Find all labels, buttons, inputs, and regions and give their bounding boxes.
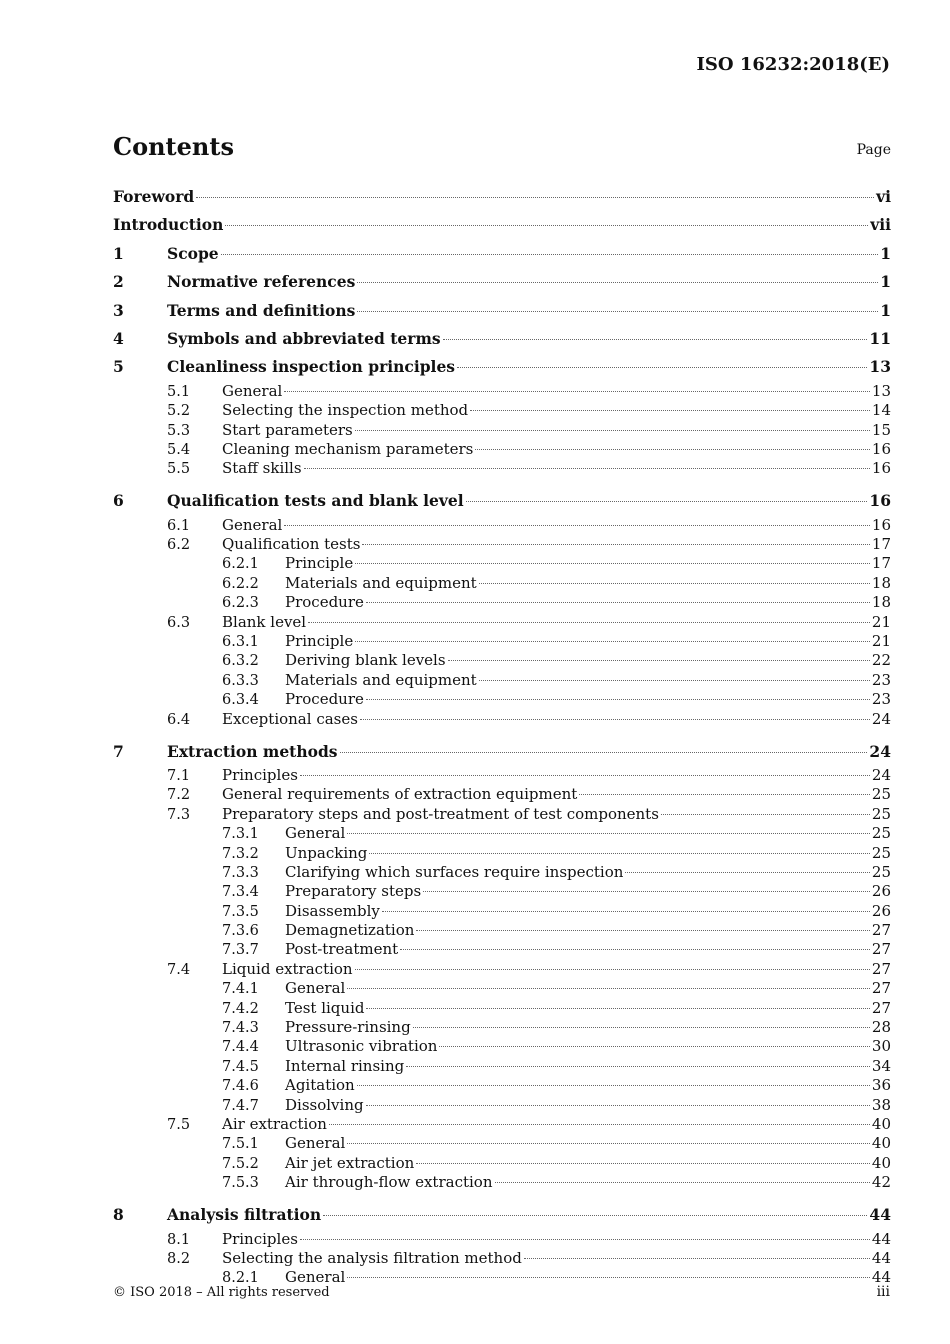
toc-entry[interactable] (113, 766, 891, 785)
toc-entry-page: 22 (871, 651, 891, 670)
toc-entry[interactable] (113, 632, 891, 651)
toc-entry-title: Disassembly (285, 901, 380, 920)
toc-entry-title: Principles (222, 1229, 298, 1248)
toc-entry-number: 7.2 (167, 787, 191, 804)
toc-entry-title: Blank level (222, 612, 307, 631)
toc-entry[interactable] (113, 268, 891, 296)
dot-leader (355, 563, 870, 564)
toc-entry-number: 6.3.1 (222, 634, 259, 651)
dot-leader (355, 641, 870, 642)
toc-entry-page: 17 (871, 535, 891, 554)
toc-entry[interactable] (113, 1154, 891, 1173)
toc-entry[interactable] (113, 1230, 891, 1249)
toc-entry-title: Exceptional cases (222, 709, 358, 728)
page-title: Contents (113, 132, 234, 161)
toc-entry-page: 27 (871, 959, 891, 978)
toc-entry[interactable] (113, 940, 891, 959)
toc-entry-number: 1 (113, 243, 124, 263)
dot-leader (300, 1239, 870, 1240)
toc-entry[interactable] (113, 1115, 891, 1134)
toc-entry-title: Qualification tests (222, 535, 361, 554)
toc-entry-number: 4 (113, 328, 124, 348)
toc-entry-number: 3 (113, 300, 124, 320)
toc-entry-number: 7.4.7 (222, 1097, 259, 1114)
toc-entry-title: Ultrasonic vibration (285, 1037, 438, 1056)
dot-leader (221, 254, 879, 255)
dot-leader (360, 719, 870, 720)
page-number: iii (876, 1284, 890, 1300)
toc-entry[interactable] (113, 183, 891, 211)
toc-entry[interactable] (113, 325, 891, 353)
toc-entry-number: 6.4 (167, 711, 191, 728)
toc-entry-title: Procedure (285, 690, 364, 709)
toc-entry[interactable] (113, 651, 891, 670)
toc-entry[interactable] (113, 554, 891, 573)
toc-entry-number: 7.3.2 (222, 845, 259, 862)
toc-entry-title: Normative references (167, 272, 356, 292)
toc-entry-page: 40 (871, 1114, 891, 1133)
toc-entry-page: 25 (871, 843, 891, 862)
toc-entry-page: 44 (871, 1248, 891, 1267)
toc-entry-page: 18 (871, 593, 891, 612)
toc-entry-page: 40 (871, 1134, 891, 1153)
dot-leader (347, 1277, 870, 1278)
toc-entry-page: 16 (871, 515, 891, 534)
toc-entry-page: 21 (871, 612, 891, 631)
toc-entry-title: Liquid extraction (222, 959, 353, 978)
dot-leader (366, 1105, 870, 1106)
toc-entry-title: Materials and equipment (285, 670, 477, 689)
toc-entry-title: Air jet extraction (285, 1153, 415, 1172)
toc-entry-title: General (222, 381, 283, 400)
toc-entry-title: Air through-flow extraction (285, 1173, 493, 1192)
toc-entry-number: 7.5.1 (222, 1136, 259, 1153)
dot-leader (579, 794, 870, 795)
toc-entry[interactable] (113, 960, 891, 979)
toc-entry-page: 44 (869, 1205, 891, 1225)
toc-entry[interactable] (113, 785, 891, 804)
toc-entry[interactable] (113, 1018, 891, 1037)
toc-entry[interactable] (113, 535, 891, 554)
dot-leader (366, 1008, 869, 1009)
toc-entry-page: 28 (871, 1018, 891, 1037)
toc-entry-number: 2 (113, 272, 124, 292)
dot-leader (406, 1066, 870, 1067)
toc-entry-page: 21 (871, 632, 891, 651)
dot-leader (225, 225, 868, 226)
toc-entry-number: 7.3.4 (222, 884, 259, 901)
dot-leader (347, 1143, 870, 1144)
toc-entry-title: Foreword (113, 187, 195, 206)
dot-leader (369, 853, 870, 854)
toc-entry-page: 15 (871, 420, 891, 439)
toc-entry-number: 5.2 (167, 403, 191, 420)
toc-entry[interactable] (113, 921, 891, 940)
toc-entry-title: Qualification tests and blank level (167, 491, 464, 511)
toc-entry-title: Pressure-rinsing (285, 1018, 411, 1037)
toc-entry[interactable] (113, 574, 891, 593)
toc-entry-page: 14 (871, 401, 891, 420)
toc-entry-number: 7.4.5 (222, 1058, 259, 1075)
toc-entry-page: 18 (871, 573, 891, 592)
toc-entry-page: 23 (871, 670, 891, 689)
toc-entry-title: General (285, 979, 346, 998)
toc-entry-page: 24 (869, 741, 891, 761)
dot-leader (382, 911, 870, 912)
toc-entry-number: 7.5.2 (222, 1155, 259, 1172)
toc-entry[interactable] (113, 382, 891, 401)
toc-entry-number: 7.4.2 (222, 1000, 259, 1017)
dot-leader (416, 1163, 870, 1164)
toc-entry-number: 5 (113, 357, 124, 377)
toc-entry-number: 7.4 (167, 961, 191, 978)
toc-entry-number: 7.5.3 (222, 1175, 259, 1192)
toc-entry-page: 42 (871, 1173, 891, 1192)
toc-entry-number: 6.3.4 (222, 692, 259, 709)
toc-entry[interactable] (113, 1037, 891, 1056)
dot-leader (304, 468, 870, 469)
toc-entry-title: Dissolving (285, 1095, 364, 1114)
toc-entry-number: 7.3.5 (222, 903, 259, 920)
toc-entry-title: Symbols and abbreviated terms (167, 328, 441, 348)
dot-leader (413, 1027, 870, 1028)
dot-leader (340, 752, 868, 753)
dot-leader (300, 775, 870, 776)
toc-entry-title: General (285, 1134, 346, 1153)
toc-entry-title: Air extraction (222, 1114, 327, 1133)
toc-entry-page: vii (870, 215, 891, 235)
toc-entry-page: 11 (869, 328, 891, 348)
toc-entry[interactable] (113, 593, 891, 612)
toc-entry-number: 6.2 (167, 537, 191, 554)
dot-leader (347, 988, 870, 989)
toc-entry-page: 38 (871, 1095, 891, 1114)
toc-entry[interactable] (113, 805, 891, 824)
toc-entry-number: 6.3 (167, 614, 191, 631)
toc-entry-page: 27 (871, 979, 891, 998)
toc-entry-page: 24 (871, 709, 891, 728)
toc-entry-page: 27 (871, 940, 891, 959)
dot-leader (329, 1124, 870, 1125)
toc-entry-page: 1 (880, 272, 891, 292)
toc-entry-page: 23 (871, 690, 891, 709)
toc-entry-number: 7.1 (167, 767, 191, 784)
toc-entry-page: vi (876, 187, 891, 206)
dot-leader (284, 391, 870, 392)
toc-entry[interactable] (113, 690, 891, 709)
toc-entry-page: 16 (871, 439, 891, 458)
dot-leader (357, 1085, 870, 1086)
toc-entry-title: Principle (285, 632, 354, 651)
dot-leader (355, 969, 870, 970)
toc-entry[interactable] (113, 671, 891, 690)
toc-entry[interactable] (113, 459, 891, 478)
toc-entry-number: 7.3.6 (222, 923, 259, 940)
toc-entry[interactable] (113, 487, 891, 515)
dot-leader (448, 660, 870, 661)
dot-leader (443, 339, 868, 340)
toc-entry[interactable] (113, 882, 891, 901)
toc-entry-page: 40 (871, 1153, 891, 1172)
toc-entry-page: 44 (871, 1229, 891, 1248)
toc-entry-page: 27 (871, 921, 891, 940)
dot-leader (475, 449, 870, 450)
toc-entry[interactable] (113, 1249, 891, 1268)
toc-entry[interactable] (113, 1201, 891, 1229)
dot-leader (284, 525, 870, 526)
toc-entry-number: 8.2 (167, 1250, 191, 1267)
dot-leader (347, 833, 870, 834)
toc-entry-number: 7.3.7 (222, 942, 259, 959)
toc-entry[interactable] (113, 1057, 891, 1076)
dot-leader (366, 602, 870, 603)
toc-entry-number: 8 (113, 1205, 124, 1225)
toc-entry-number: 6.2.2 (222, 575, 259, 592)
toc-entry-page: 44 (871, 1268, 891, 1287)
toc-entry-title: Materials and equipment (285, 573, 477, 592)
toc-entry-page: 13 (871, 381, 891, 400)
toc-entry-title: General (285, 824, 346, 843)
toc-entry[interactable] (113, 401, 891, 420)
dot-leader (661, 814, 870, 815)
toc-entry-title: Cleanliness inspection principles (167, 357, 456, 377)
toc-entry[interactable] (113, 211, 891, 239)
toc-entry-title: Start parameters (222, 420, 353, 439)
dot-leader (439, 1046, 869, 1047)
toc-entry-page: 25 (871, 804, 891, 823)
dot-leader (625, 872, 869, 873)
toc-entry[interactable] (113, 710, 891, 729)
dot-leader (479, 680, 870, 681)
dot-leader (423, 891, 870, 892)
dot-leader (308, 622, 870, 623)
toc-entry-page: 26 (871, 901, 891, 920)
toc-entry-title: Test liquid (285, 998, 365, 1017)
toc-entry[interactable] (113, 999, 891, 1018)
toc-entry-title: Terms and definitions (167, 300, 356, 320)
toc-entry-title: Clarifying which surfaces require inspection (285, 862, 624, 881)
toc-entry[interactable] (113, 902, 891, 921)
dot-leader (366, 699, 870, 700)
toc-entry[interactable] (113, 738, 891, 766)
toc-entry-page: 25 (871, 824, 891, 843)
toc-entry-number: 7.4.4 (222, 1039, 259, 1056)
toc-entry-title: Deriving blank levels (285, 651, 446, 670)
toc-entry[interactable] (113, 421, 891, 440)
toc-entry-number: 6.2.1 (222, 556, 259, 573)
dot-leader (470, 410, 870, 411)
toc-entry-title: General (285, 1268, 346, 1287)
toc-entry-page: 16 (871, 459, 891, 478)
toc-entry-page: 27 (871, 998, 891, 1017)
toc-entry[interactable] (113, 440, 891, 459)
toc-entry-title: Extraction methods (167, 741, 338, 761)
toc-entry-title: Post-treatment (285, 940, 399, 959)
toc-entry-title: Preparatory steps and post-treatment of test components (222, 804, 659, 823)
dot-leader (524, 1258, 870, 1259)
toc-entry-page: 30 (871, 1037, 891, 1056)
toc-entry[interactable] (113, 979, 891, 998)
toc-entry-number: 7.5 (167, 1116, 191, 1133)
toc-entry-title: Principles (222, 765, 298, 784)
dot-leader (457, 367, 867, 368)
toc-entry-title: General requirements of extraction equipment (222, 785, 578, 804)
toc-entry-number: 6.3.2 (222, 653, 259, 670)
toc-entry-number: 5.1 (167, 383, 191, 400)
toc-entry-title: Preparatory steps (285, 882, 422, 901)
toc-entry-title: General (222, 515, 283, 534)
toc-entry-title: Demagnetization (285, 921, 415, 940)
toc-entry-title: Agitation (285, 1076, 355, 1095)
toc-entry-number: 7.4.1 (222, 981, 259, 998)
toc-entry-number: 7.4.3 (222, 1020, 259, 1037)
toc-entry[interactable] (113, 1076, 891, 1095)
toc-entry-number: 6.3.3 (222, 672, 259, 689)
dot-leader (323, 1215, 867, 1216)
toc-entry-page: 24 (871, 765, 891, 784)
dot-leader (196, 197, 874, 198)
toc-entry[interactable] (113, 516, 891, 535)
toc-entry-page: 34 (871, 1056, 891, 1075)
toc-entry-number: 6.2.3 (222, 595, 259, 612)
toc-entry[interactable] (113, 1096, 891, 1115)
toc-entry[interactable] (113, 297, 891, 325)
dot-leader (416, 930, 870, 931)
toc-entry[interactable] (113, 353, 891, 381)
dot-leader (357, 311, 878, 312)
toc-entry-number: 5.3 (167, 422, 191, 439)
toc-entry-title: Internal rinsing (285, 1056, 405, 1075)
toc-entry-number: 6.1 (167, 517, 191, 534)
toc-entry-title: Staff skills (222, 459, 302, 478)
toc-entry[interactable] (113, 863, 891, 882)
copyright-notice: © ISO 2018 – All rights reserved (113, 1285, 330, 1300)
toc-entry-page: 1 (880, 243, 891, 263)
table-of-contents (113, 183, 891, 1288)
toc-entry-page: 16 (869, 491, 891, 511)
toc-entry-title: Analysis filtration (167, 1205, 322, 1225)
toc-entry-number: 8.1 (167, 1231, 191, 1248)
toc-entry-title: Principle (285, 554, 354, 573)
toc-entry-page: 17 (871, 554, 891, 573)
toc-entry-number: 7 (113, 741, 124, 761)
toc-entry-number: 6 (113, 491, 124, 511)
toc-entry-page: 13 (869, 357, 891, 377)
toc-entry-page: 25 (871, 785, 891, 804)
dot-leader (495, 1182, 870, 1183)
document-id: ISO 16232:2018(E) (696, 54, 890, 75)
toc-entry-title: Selecting the inspection method (222, 401, 469, 420)
toc-entry[interactable] (113, 844, 891, 863)
toc-entry-title: Selecting the analysis filtration method (222, 1248, 522, 1267)
dot-leader (355, 430, 870, 431)
dot-leader (479, 583, 870, 584)
toc-entry-title: Unpacking (285, 843, 368, 862)
toc-entry-number: 5.5 (167, 461, 191, 478)
toc-entry-number: 8.2.1 (222, 1270, 259, 1287)
dot-leader (466, 501, 868, 502)
toc-entry-page: 25 (871, 862, 891, 881)
toc-entry[interactable] (113, 1173, 891, 1192)
page-column-label: Page (856, 142, 891, 158)
toc-entry-page: 1 (880, 300, 891, 320)
toc-entry-title: Introduction (113, 215, 224, 235)
toc-entry-number: 5.4 (167, 441, 191, 458)
dot-leader (362, 544, 869, 545)
toc-entry-title: Scope (167, 243, 219, 263)
toc-entry-title: Procedure (285, 593, 364, 612)
toc-entry-page: 36 (871, 1076, 891, 1095)
toc-entry-number: 7.3 (167, 806, 191, 823)
dot-leader (357, 282, 878, 283)
toc-entry[interactable] (113, 613, 891, 632)
dot-leader (400, 949, 870, 950)
toc-entry-title: Cleaning mechanism parameters (222, 439, 474, 458)
toc-entry-page: 26 (871, 882, 891, 901)
toc-entry-number: 7.3.3 (222, 864, 259, 881)
toc-entry-number: 7.4.6 (222, 1078, 259, 1095)
toc-entry[interactable] (113, 1134, 891, 1153)
toc-entry[interactable] (113, 824, 891, 843)
toc-entry-number: 7.3.1 (222, 826, 259, 843)
toc-entry[interactable] (113, 240, 891, 268)
